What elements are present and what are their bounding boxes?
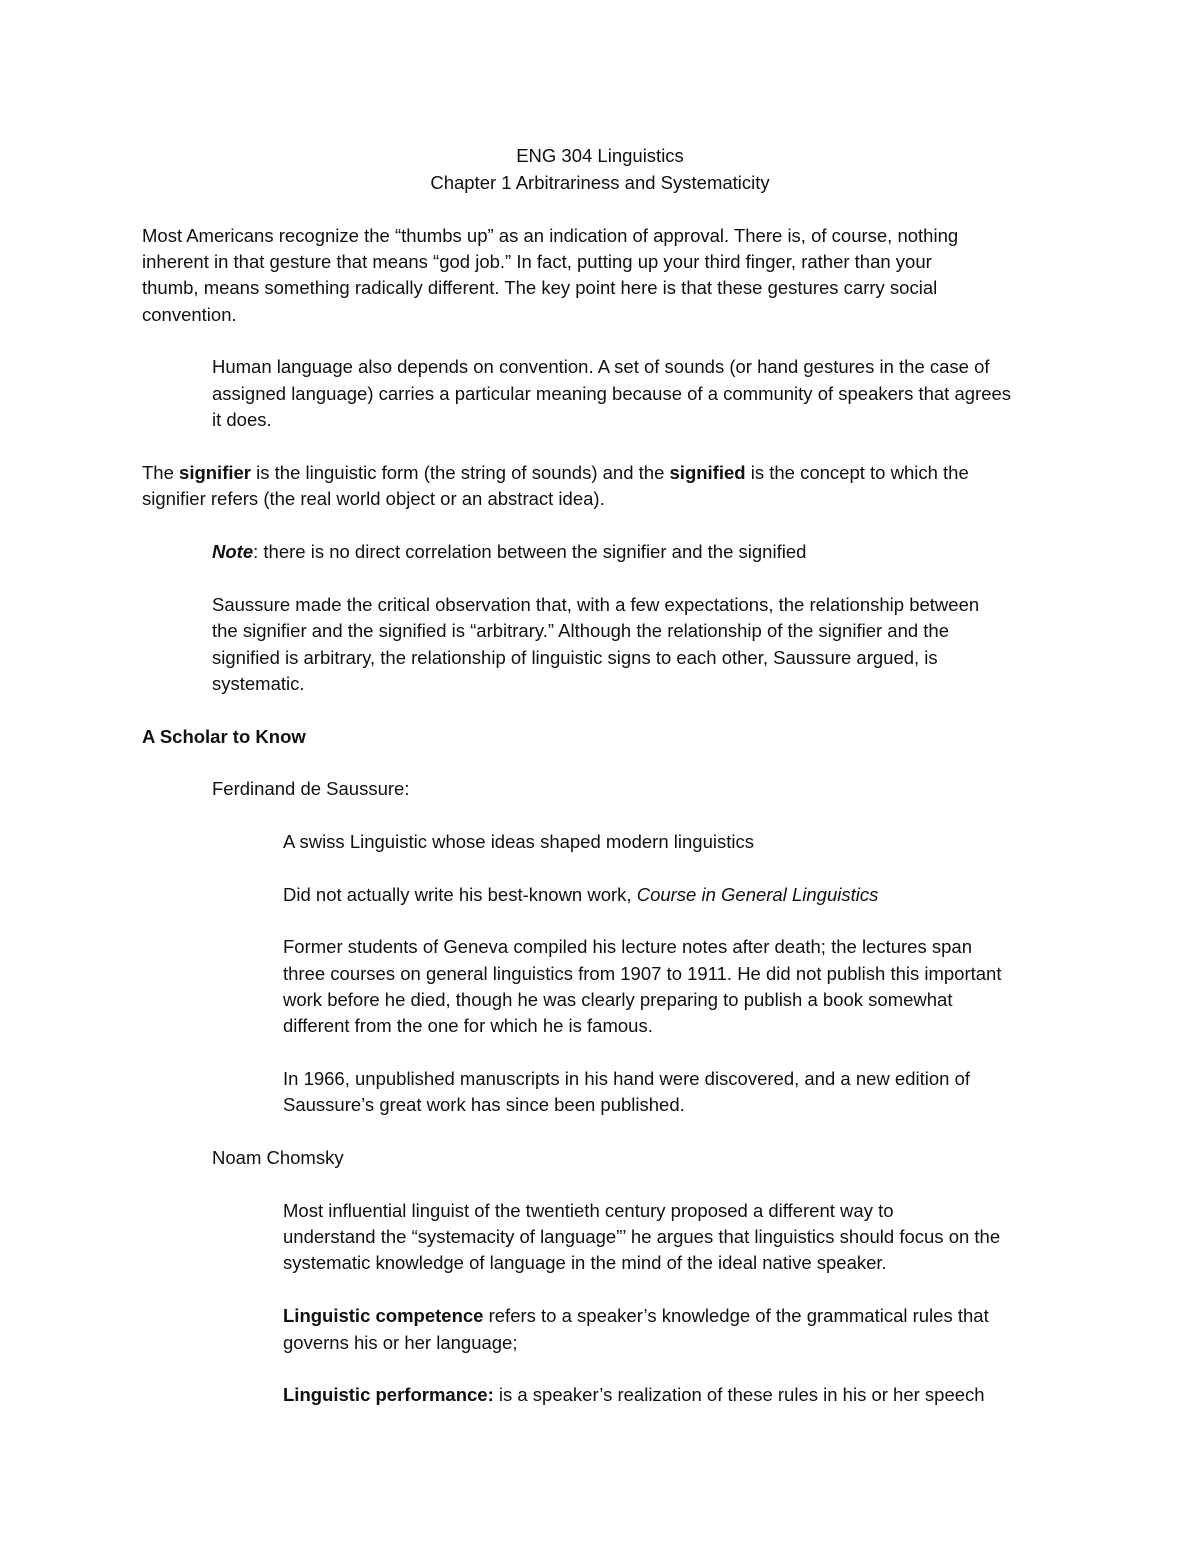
intro-line-2: inherent in that gesture that means “god job.” In fact, putting up your third finger, rather than your (142, 251, 932, 272)
chomsky-point-1-line-2: understand the “systemacity of language”’ he argues that linguistics should focus on the (283, 1226, 1001, 1247)
saussure-point-3-line-1: Former students of Geneva compiled his lecture notes after death; the lectures span (283, 936, 972, 957)
saussure-point-1: A swiss Linguistic whose ideas shaped modern linguistics (283, 831, 754, 852)
saussure-point-3-line-3: work before he died, though he was clearly preparing to publish a book somewhat (283, 989, 953, 1010)
signifier-line-2: signifier refers (the real world object or an abstract idea). (142, 488, 605, 509)
signifier-line-1 (142, 460, 969, 486)
chomsky-point-1-line-3: systematic knowledge of language in the mind of the ideal native speaker. (283, 1252, 887, 1273)
note-line (212, 539, 806, 565)
convention-line-1: Human language also depends on convention. A set of sounds (or hand gestures in the case of (212, 356, 990, 377)
saussure-observation-line-1: Saussure made the critical observation that, with a few expectations, the relationship between (212, 594, 980, 615)
performance-text: is a speaker’s realization of these rules in his or her speech (493, 1384, 985, 1405)
saussure-name: Ferdinand de Saussure: (212, 778, 410, 799)
signifier-text: is the linguistic form (the string of sounds) and the (251, 462, 670, 483)
saussure-point-2-text: Did not actually write his best-known work, (283, 884, 637, 905)
intro-line-3: thumb, means something radically different. The key point here is that these gestures carry social (142, 277, 938, 298)
competence-line-1 (283, 1303, 989, 1329)
chomsky-name: Noam Chomsky (212, 1147, 344, 1168)
performance-line (283, 1382, 985, 1408)
saussure-point-3-line-2: three courses on general linguistics from 1907 to 1911. He did not publish this important (283, 963, 1002, 984)
convention-line-3: it does. (212, 409, 272, 430)
performance-term: Linguistic performance: (283, 1384, 494, 1405)
chomsky-point-1-line-1: Most influential linguist of the twentieth century proposed a different way to (283, 1200, 894, 1221)
signifier-text: The (142, 462, 180, 483)
intro-line-4: convention. (142, 304, 237, 325)
saussure-point-4-line-1: In 1966, unpublished manuscripts in his hand were discovered, and a new edition of (283, 1068, 970, 1089)
saussure-observation-line-4: systematic. (212, 673, 305, 694)
course-title: ENG 304 Linguistics (516, 145, 684, 166)
chapter-title: Chapter 1 Arbitrariness and Systematicity (430, 172, 770, 193)
note-text: : there is no direct correlation between the signifier and the signified (253, 541, 807, 562)
saussure-point-3-line-4: different from the one for which he is famous. (283, 1015, 653, 1036)
saussure-observation-line-2: the signifier and the signified is “arbitrary.” Although the relationship of the signifier and the (212, 620, 950, 641)
competence-term: Linguistic competence (283, 1305, 484, 1326)
convention-line-2: assigned language) carries a particular meaning because of a community of speakers that agrees (212, 383, 1012, 404)
intro-line-1: Most Americans recognize the “thumbs up” as an indication of approval. There is, of course, nothing (142, 225, 959, 246)
saussure-observation-line-3: signified is arbitrary, the relationship of linguistic signs to each other, Saussure argued, is (212, 647, 938, 668)
note-label: Note (212, 541, 254, 562)
competence-text: refers to a speaker’s knowledge of the grammatical rules that (483, 1305, 989, 1326)
competence-line-2: governs his or her language; (283, 1332, 518, 1353)
signified-term: signified (669, 462, 746, 483)
saussure-point-2 (283, 882, 878, 908)
scholar-heading: A Scholar to Know (142, 726, 306, 747)
signifier-term: signifier (179, 462, 251, 483)
saussure-point-4-line-2: Saussure’s great work has since been published. (283, 1094, 685, 1115)
signifier-text: is the concept to which the (745, 462, 969, 483)
book-title: Course in General Linguistics (636, 884, 879, 905)
